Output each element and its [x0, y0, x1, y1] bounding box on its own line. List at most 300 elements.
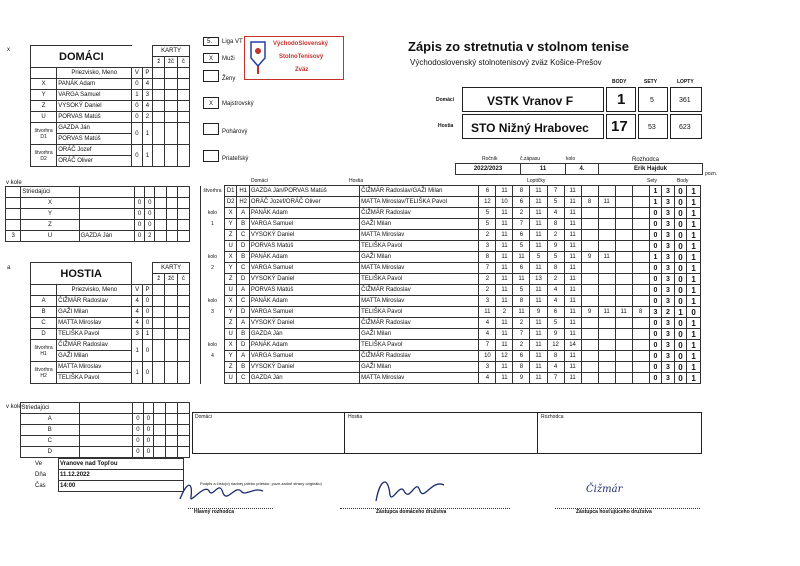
match-home-player: PANÁK Adam: [249, 340, 359, 351]
hostia-sety-box: [638, 114, 668, 139]
player-p: 0: [142, 307, 152, 318]
match-points: [632, 296, 649, 307]
match-points: [615, 197, 632, 208]
hostia-team-box: [462, 114, 604, 139]
match-home-player: VARGA Samuel: [249, 307, 359, 318]
match-points: [615, 318, 632, 329]
player-p: 0: [142, 296, 152, 307]
sub-pos: X: [21, 198, 79, 209]
ve-value: Vranove nad Topľou: [59, 459, 184, 470]
match-row: [201, 186, 701, 197]
match-points: 5: [547, 252, 564, 263]
match-home-player: GAZDA Ján/PORVAS Matúš: [249, 186, 359, 197]
match-points: [598, 274, 615, 285]
sub-pos: A: [20, 414, 80, 425]
doubles-pos: štvorhra H2: [31, 362, 57, 384]
match-points: [598, 318, 615, 329]
match-kolo: kolo: [201, 208, 225, 219]
match-body-home: 0: [674, 285, 686, 296]
sub-row: [6, 231, 190, 242]
info-table: [455, 163, 703, 175]
domaci-sety-box: [638, 87, 668, 112]
home-roster-table: [30, 45, 190, 167]
sub-name: [80, 414, 133, 425]
match-points: [581, 263, 598, 274]
zeny-checkbox[interactable]: [203, 70, 219, 82]
away-roster-table: [30, 262, 190, 384]
domaci-lopty: 361: [679, 97, 691, 104]
match-away-pos: C: [237, 263, 249, 274]
match-home-pos: X: [224, 296, 236, 307]
doubles-player-1: ORÁČ Jozef: [57, 145, 132, 156]
match-points: [632, 340, 649, 351]
match-home-pos: U: [224, 241, 236, 252]
match-home-player: PANÁK Adam: [249, 296, 359, 307]
card-cell: [155, 231, 166, 242]
rocnik-value: 2022/2023: [456, 164, 521, 175]
player-row: [31, 296, 190, 307]
sub-name: [80, 447, 133, 458]
player-pos: U: [31, 112, 57, 123]
match-points: 2: [513, 340, 530, 351]
match-row: [201, 307, 701, 318]
card-cell: [154, 447, 166, 458]
card-cell: [165, 101, 178, 112]
card-cell: [166, 436, 178, 447]
match-points: 4: [547, 208, 564, 219]
match-row: [201, 274, 701, 285]
card-col: č: [177, 57, 189, 68]
match-points: 9: [530, 307, 547, 318]
match-away-pos: D: [237, 340, 249, 351]
player-p: 4: [142, 79, 152, 90]
card-cell: [153, 79, 165, 90]
col-v-header: V: [132, 285, 142, 296]
match-points: 11: [564, 186, 581, 197]
sub-kolo: [5, 414, 20, 425]
player-v: 0: [132, 101, 142, 112]
match-points: 8: [581, 197, 598, 208]
match-points: [615, 373, 632, 384]
match-points: 7: [547, 373, 564, 384]
match-home-pos: Y: [224, 263, 236, 274]
player-row: [31, 318, 190, 329]
card-cell: [177, 79, 189, 90]
card-cell: [165, 145, 178, 167]
match-home-player: ORÁČ Jozef/ORÁČ Oliver: [249, 197, 359, 208]
match-sets-home: 1: [649, 252, 661, 263]
match-points: [632, 263, 649, 274]
player-row: [31, 307, 190, 318]
match-home-pos: X: [224, 252, 236, 263]
match-points: [615, 219, 632, 230]
match-kolo: kolo: [201, 296, 225, 307]
match-points: 11: [564, 373, 581, 384]
match-body-away: 1: [687, 373, 701, 384]
card-cell: [165, 329, 177, 340]
match-points: 8: [513, 186, 530, 197]
notes-domaci[interactable]: [192, 412, 344, 454]
match-body-home: 0: [674, 329, 686, 340]
match-points: 4: [547, 285, 564, 296]
match-home-player: VARGA Samuel: [249, 219, 359, 230]
match-home-player: VYSOKÝ Daniel: [249, 318, 359, 329]
player-row: [31, 79, 190, 90]
player-pos: C: [31, 318, 57, 329]
match-points: 10: [496, 197, 513, 208]
card-cell: [153, 123, 165, 145]
match-points: 11: [530, 219, 547, 230]
match-home-pos: U: [224, 373, 236, 384]
match-points: 11: [496, 252, 513, 263]
player-v: 4: [132, 307, 142, 318]
sub-p: 0: [145, 198, 155, 209]
match-home-pos: Z: [224, 230, 236, 241]
match-away-pos: C: [237, 373, 249, 384]
match-sets-home: 0: [649, 274, 661, 285]
match-body-away: 1: [687, 296, 701, 307]
match-points: 11: [496, 296, 513, 307]
sub-v: 0: [133, 425, 144, 436]
card-cell: [166, 447, 178, 458]
notes-rozhodca-label: Rozhodca: [541, 414, 564, 420]
card-cell: [153, 340, 165, 362]
match-sets-home: 0: [649, 318, 661, 329]
majstrovsky-mark: X: [209, 101, 214, 107]
match-points: 13: [530, 274, 547, 285]
match-sets-home: 0: [649, 263, 661, 274]
match-away-player: TELIŠKA Pavol: [360, 274, 479, 285]
match-away-pos: C: [237, 230, 249, 241]
sub-kolo: [6, 198, 21, 209]
match-sets-home: 0: [649, 373, 661, 384]
card-cell: [153, 296, 165, 307]
card-cell: [154, 414, 166, 425]
card-cell: [177, 112, 189, 123]
sub-p: 0: [143, 436, 154, 447]
match-points: 11: [530, 208, 547, 219]
match-points: 6: [547, 307, 564, 318]
match-points: 11: [496, 362, 513, 373]
card-cell: [155, 209, 166, 220]
match-row: [201, 252, 701, 263]
left-mark: x: [7, 47, 10, 53]
player-pos: A: [31, 296, 57, 307]
match-points: 11: [564, 208, 581, 219]
home-karty-label: KARTY: [153, 46, 190, 57]
match-away-player: MATTA Miroslav: [360, 263, 479, 274]
majstrovsky-checkbox[interactable]: [203, 97, 219, 109]
domaci-label: Domáci: [436, 97, 455, 103]
dna-value: 11.12.2022: [59, 470, 184, 481]
sub-name: [80, 436, 133, 447]
matches-header-lopticky: Loptičky: [527, 178, 546, 184]
card-cell: [177, 101, 189, 112]
match-points: 9: [547, 329, 564, 340]
match-points: 4: [479, 373, 496, 384]
match-body-home: 0: [674, 318, 686, 329]
match-points: 11: [479, 307, 496, 318]
match-points: 5: [479, 219, 496, 230]
match-body-away: 1: [687, 208, 701, 219]
match-points: 7: [547, 186, 564, 197]
card-cell: [165, 79, 178, 90]
card-cell: [153, 90, 165, 101]
col-name-header: Priezvisko, Meno: [57, 68, 132, 79]
doubles-p: 0: [142, 340, 152, 362]
match-body-home: 1: [674, 307, 686, 318]
match-points: 2: [547, 230, 564, 241]
match-sets-away: 3: [662, 285, 674, 296]
match-row: [201, 241, 701, 252]
logo-line-2: StolnoTenisový: [279, 54, 324, 60]
match-points: 4: [479, 329, 496, 340]
match-points: 11: [530, 285, 547, 296]
match-points: [581, 274, 598, 285]
match-away-pos: C: [237, 296, 249, 307]
match-points: [615, 241, 632, 252]
match-points: [581, 219, 598, 230]
card-cell: [178, 425, 190, 436]
match-points: 14: [564, 340, 581, 351]
match-points: [615, 252, 632, 263]
match-points: 5: [547, 318, 564, 329]
match-sets-home: 0: [649, 241, 661, 252]
sub-pos: Z: [21, 220, 79, 231]
sub-name: [79, 209, 134, 220]
home-title: DOMÁCI: [31, 46, 132, 68]
card-cell: [155, 220, 166, 231]
sub-row: [5, 447, 190, 458]
match-points: 11: [530, 230, 547, 241]
signature-hlavny-rozhodca: [175, 477, 270, 507]
muzi-checkbox[interactable]: [203, 53, 219, 63]
match-points: 11: [513, 252, 530, 263]
cas-value: 14:00: [59, 481, 184, 492]
away-v-kole: v kole: [6, 404, 22, 410]
match-sets-home: 0: [649, 362, 661, 373]
card-col: ž: [153, 274, 165, 285]
match-points: 6: [513, 230, 530, 241]
match-points: [581, 296, 598, 307]
match-points: 11: [513, 307, 530, 318]
match-home-player: PORVAS Matúš: [249, 241, 359, 252]
match-points: 6: [513, 197, 530, 208]
match-home-pos: Z: [224, 274, 236, 285]
match-points: [581, 186, 598, 197]
match-points: [598, 285, 615, 296]
hostia-label: Hostia: [438, 123, 454, 129]
sub-p: 0: [143, 425, 154, 436]
match-sets-home: 0: [649, 351, 661, 362]
sub-name: [79, 220, 134, 231]
hostia-body-box: [606, 114, 636, 139]
away-mark: a: [7, 265, 11, 271]
match-points: [632, 241, 649, 252]
match-points: [598, 351, 615, 362]
card-cell: [153, 329, 165, 340]
match-away-player: GAŽI Milan: [360, 362, 479, 373]
sub-row: [5, 414, 190, 425]
match-points: 7: [513, 219, 530, 230]
sub-v: 0: [134, 198, 144, 209]
card-cell: [178, 414, 190, 425]
hostia-body: 17: [611, 118, 628, 135]
match-points: 9: [513, 373, 530, 384]
match-body-home: 0: [674, 263, 686, 274]
match-body-away: 1: [687, 263, 701, 274]
logo-line-3: Zväz: [295, 67, 309, 73]
poharovy-checkbox[interactable]: [203, 123, 219, 135]
card-cell: [153, 145, 165, 167]
match-points: 2: [547, 274, 564, 285]
match-points: 11: [615, 307, 632, 318]
match-points: 7: [513, 329, 530, 340]
away-subs-table: [5, 402, 190, 458]
match-away-pos: H1: [237, 186, 249, 197]
match-points: 11: [530, 362, 547, 373]
away-title: HOSTIA: [31, 263, 132, 285]
card-cell: [165, 340, 177, 362]
match-points: 8: [547, 219, 564, 230]
match-sets-away: 3: [662, 373, 674, 384]
match-body-home: 0: [674, 208, 686, 219]
match-points: [598, 373, 615, 384]
match-points: 10: [479, 351, 496, 362]
match-points: [615, 351, 632, 362]
card-cell: [178, 198, 190, 209]
match-points: 11: [564, 274, 581, 285]
match-row: [201, 318, 701, 329]
notes-rozhodca[interactable]: [537, 412, 702, 454]
domaci-team-box: [462, 87, 604, 112]
match-kolo: kolo: [201, 340, 225, 351]
card-cell: [166, 198, 177, 209]
card-cell: [178, 220, 190, 231]
player-v: 3: [132, 329, 142, 340]
doubles-v: 1: [132, 340, 142, 362]
match-kolo: kolo: [201, 252, 225, 263]
match-sets-away: 3: [662, 329, 674, 340]
sub-p: 0: [143, 414, 154, 425]
match-row: [201, 285, 701, 296]
match-points: [598, 219, 615, 230]
match-sets-away: 3: [662, 230, 674, 241]
match-sets-away: 3: [662, 318, 674, 329]
player-name: ČIŽMÁR Radoslav: [57, 296, 132, 307]
card-cell: [166, 231, 177, 242]
sub-pos: B: [20, 425, 80, 436]
card-cell: [177, 145, 189, 167]
match-points: 11: [496, 219, 513, 230]
match-sets-away: 3: [662, 241, 674, 252]
card-cell: [178, 209, 190, 220]
sub-name: [79, 198, 134, 209]
match-points: [632, 230, 649, 241]
match-points: 11: [598, 252, 615, 263]
match-away-player: MATTA Miroslav: [360, 373, 479, 384]
card-cell: [154, 425, 166, 436]
match-home-pos: Z: [224, 318, 236, 329]
card-cell: [153, 307, 165, 318]
match-away-pos: A: [237, 351, 249, 362]
col-name-header: Priezvisko, Meno: [57, 285, 132, 296]
rozhodca-label: Rozhodca: [632, 157, 660, 163]
card-cell: [178, 231, 190, 242]
match-row: [201, 351, 701, 362]
match-points: [581, 230, 598, 241]
match-points: [632, 274, 649, 285]
card-cell: [154, 436, 166, 447]
match-points: 9: [581, 307, 598, 318]
match-body-away: 1: [687, 318, 701, 329]
player-row: [31, 329, 190, 340]
match-points: 5: [547, 197, 564, 208]
col-p-header: P: [142, 68, 152, 79]
match-home-player: VARGA Samuel: [249, 351, 359, 362]
match-body-home: 0: [674, 274, 686, 285]
doubles-player-1: ČIŽMÁR Radoslav: [57, 340, 132, 351]
doubles-row: [31, 340, 190, 351]
match-away-pos: D: [237, 307, 249, 318]
doubles-player-2: TELIŠKA Pavol: [57, 373, 132, 384]
match-sets-home: 0: [649, 340, 661, 351]
match-points: 11: [564, 252, 581, 263]
match-sets-home: 0: [649, 329, 661, 340]
match-points: [598, 329, 615, 340]
pozn-label: pozn.: [705, 171, 718, 177]
league-num-box[interactable]: [203, 37, 219, 46]
notes-hostia[interactable]: [344, 412, 537, 454]
match-kolo: [201, 362, 225, 373]
match-sets-home: 0: [649, 208, 661, 219]
player-v: 0: [132, 79, 142, 90]
page-title: Zápis zo stretnutia v stolnom tenise: [408, 39, 630, 54]
match-points: 4: [479, 318, 496, 329]
card-cell: [166, 414, 178, 425]
match-points: 11: [564, 296, 581, 307]
logo-line-1: VýchodoSlovenský: [273, 41, 329, 47]
match-sets-away: 3: [662, 274, 674, 285]
doubles-row: [31, 123, 190, 134]
matches-header-body: Body: [677, 178, 689, 184]
match-away-player: GAŽI Milan: [360, 329, 479, 340]
match-kolo: [201, 329, 225, 340]
match-points: 2: [513, 318, 530, 329]
match-points: [632, 186, 649, 197]
logo: [244, 36, 344, 80]
doubles-v: 0: [132, 123, 142, 145]
card-cell: [177, 362, 189, 384]
match-away-player: MATTA Miroslav: [360, 230, 479, 241]
match-sets-home: 0: [649, 285, 661, 296]
match-points: 11: [530, 329, 547, 340]
match-points: [581, 362, 598, 373]
match-points: [615, 296, 632, 307]
match-away-pos: D: [237, 241, 249, 252]
matches-header-domaci: Domáci: [251, 178, 268, 184]
notes-domaci-label: Domáci: [195, 414, 212, 420]
match-points: 2: [496, 307, 513, 318]
sub-kolo: [6, 209, 21, 220]
match-row: [201, 263, 701, 274]
match-points: [598, 362, 615, 373]
player-pos: B: [31, 307, 57, 318]
match-points: [632, 362, 649, 373]
match-home-player: GAZDA Ján: [249, 329, 359, 340]
card-cell: [166, 425, 178, 436]
priatelsky-checkbox[interactable]: [203, 150, 219, 162]
